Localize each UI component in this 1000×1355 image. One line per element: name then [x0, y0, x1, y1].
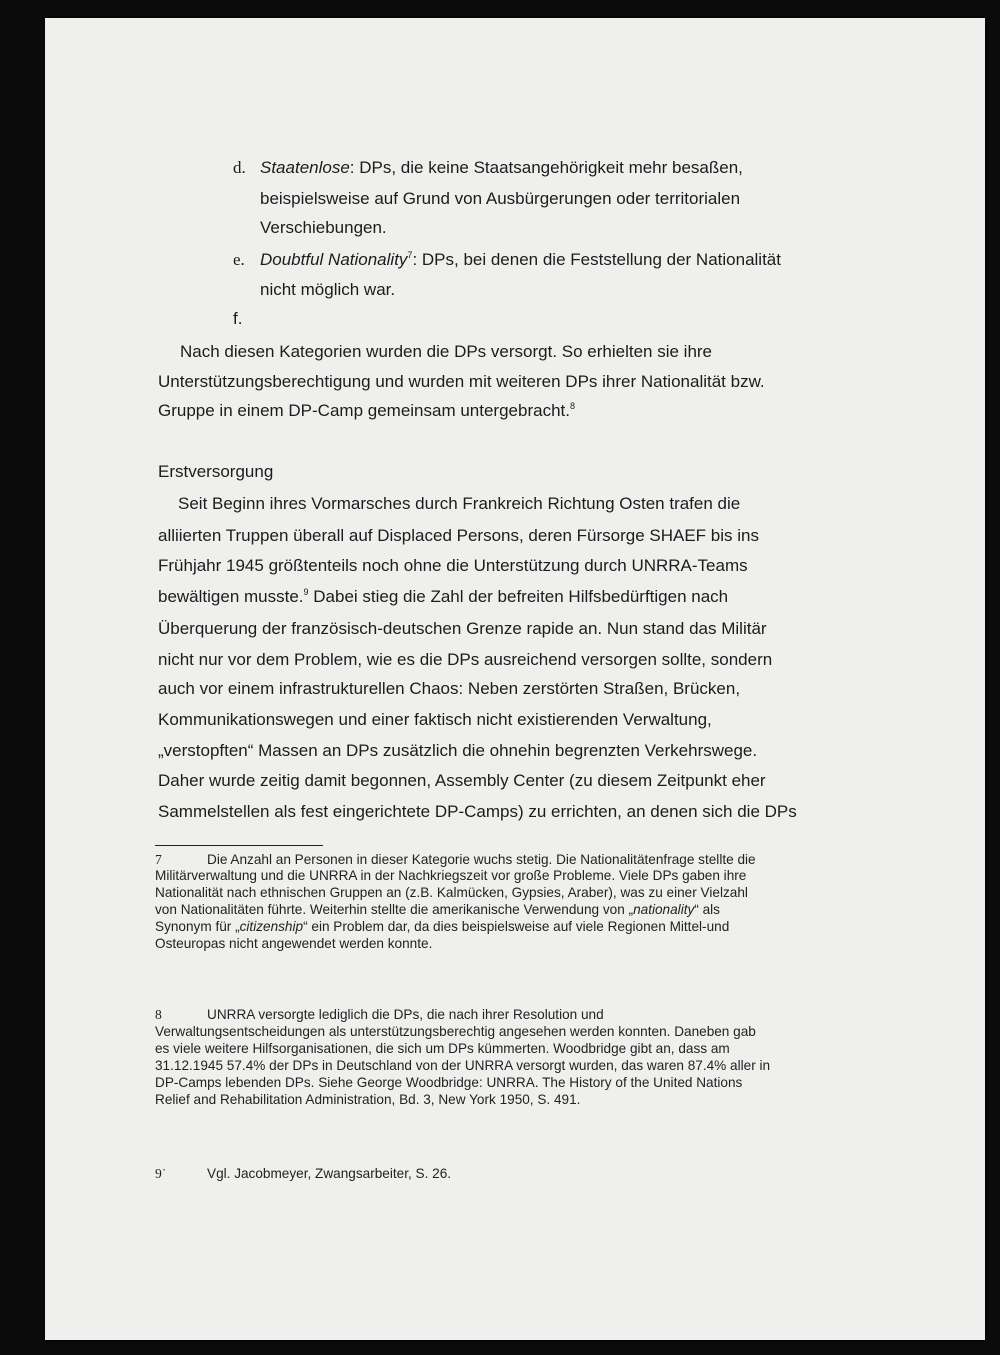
- text: : DPs, die keine Staatsangehörigkeit mehr besaßen,: [349, 158, 743, 177]
- text-line: [158, 679, 740, 699]
- text: Erstversorgung: [158, 462, 274, 481]
- text: Vgl. Jacobmeyer, Zwangsarbeiter, S. 26.: [207, 1166, 452, 1181]
- text: Relief and Rehabilitation Administration, Bd. 3, New York 1950, S. 491.: [155, 1092, 581, 1107]
- footnote-line: [155, 919, 729, 934]
- italic-text: citizenship: [239, 919, 304, 934]
- text: Synonym für „: [155, 919, 240, 934]
- text: Gruppe in einem DP-Camp gemeinsam untergebracht.: [158, 401, 570, 420]
- footnote-line: [155, 868, 746, 883]
- footnote-line: [155, 1024, 756, 1039]
- text: beispielsweise auf Grund von Ausbürgerungen oder territorialen: [260, 189, 741, 208]
- text-line: [158, 619, 767, 639]
- text-line: [158, 771, 766, 791]
- text-line: [158, 556, 748, 576]
- text-line: [158, 587, 728, 607]
- text: nicht nur vor dem Problem, wie es die DPs ausreichend versorgen sollte, sondern: [158, 650, 773, 669]
- italic-text: Doubtful Nationality: [260, 250, 408, 269]
- footnote-ref: 8: [569, 401, 575, 411]
- text-line: [158, 802, 797, 822]
- footnote-number: 8: [155, 1007, 162, 1022]
- text: Frühjahr 1945 größtenteils noch ohne die Unterstützung durch UNRRA-Teams: [158, 556, 748, 575]
- text-line: [158, 741, 757, 761]
- footnote-line: [155, 1041, 730, 1056]
- list-marker: e.: [233, 250, 245, 269]
- text: Daher wurde zeitig damit begonnen, Assembly Center (zu diesem Zeitpunkt eher: [158, 771, 766, 790]
- text-line: [260, 280, 395, 300]
- footnote-line: [207, 852, 756, 867]
- footnote-separator: [155, 845, 323, 846]
- text: nicht möglich war.: [260, 280, 396, 299]
- text-line: [178, 494, 740, 514]
- text-line: [158, 401, 575, 421]
- footnote-line: [155, 902, 720, 917]
- list-marker: d.: [233, 158, 246, 177]
- text: Unterstützungsberechtigung und wurden mit weiteren DPs ihrer Nationalität bzw.: [158, 372, 765, 391]
- footnote-line: [155, 1075, 742, 1090]
- footnote-line: [155, 936, 432, 951]
- text: DP-Camps lebenden DPs. Siehe George Woodbridge: UNRRA. The History of the United Nations: [155, 1075, 743, 1090]
- text-line: [158, 462, 273, 482]
- text: Osteuropas nicht angewendet werden konnte.: [155, 936, 433, 951]
- text: bewältigen musste.: [158, 587, 304, 606]
- footnote-ref: 7: [407, 250, 413, 260]
- text: : DPs, bei denen die Feststellung der Nationalität: [412, 250, 781, 269]
- footnote-number: 7: [155, 852, 162, 867]
- footnote-line: [155, 1058, 770, 1073]
- footnote-line: [207, 1007, 604, 1022]
- text: UNRRA versorgte lediglich die DPs, die nach ihrer Resolution und: [207, 1007, 604, 1022]
- text: Kommunikationswegen und einer faktisch nicht existierenden Verwaltung,: [158, 710, 712, 729]
- text: Nationalität nach ethnischen Gruppen an (z.B. Kalmücken, Gypsies, Araber), was zu einer Vielzahl: [155, 885, 748, 900]
- footnote-line: [155, 1092, 580, 1107]
- text-line: [260, 218, 387, 238]
- text: Die Anzahl an Personen in dieser Kategorie wuchs stetig. Die Nationalitätenfrage stellte die: [207, 852, 756, 867]
- footnote-line: [207, 1166, 451, 1181]
- text-line: [158, 526, 759, 546]
- text-line: [260, 158, 743, 178]
- text: es viele weitere Hilfsorganisationen, die sich um DPs kümmerten. Woodbridge gibt an, dass am: [155, 1041, 730, 1056]
- text-line: [158, 710, 712, 730]
- text: Verschiebungen.: [260, 218, 387, 237]
- text-line: [158, 372, 765, 392]
- text-line: [260, 250, 781, 270]
- text: „verstopften“ Massen an DPs zusätzlich die ohnehin begrenzten Verkehrswege.: [158, 741, 758, 760]
- text: alliierten Truppen überall auf Displaced Persons, deren Fürsorge SHAEF bis ins: [158, 526, 759, 545]
- text: Militärverwaltung und die UNRRA in der Nachkriegszeit vor große Probleme. Viele DPs gaben ihre: [155, 868, 747, 883]
- text-line: [180, 342, 712, 362]
- footnote-ref: 9: [303, 587, 309, 597]
- text: f.: [233, 309, 243, 328]
- text: Seit Beginn ihres Vormarsches durch Frankreich Richtung Osten trafen die: [178, 494, 741, 513]
- text: Überquerung der französisch-deutschen Grenze rapide an. Nun stand das Militär: [158, 619, 767, 638]
- text: “ als: [694, 902, 720, 917]
- italic-text: Staatenlose: [260, 158, 350, 177]
- italic-text: nationality: [633, 902, 695, 917]
- text-line: [158, 650, 772, 670]
- footnote-number: 9˙: [155, 1166, 167, 1181]
- text-line: [260, 189, 740, 209]
- text: 31.12.1945 57.4% der DPs in Deutschland von der UNRRA versorgt wurden, das waren 87.4% aller in: [155, 1058, 771, 1073]
- text: von Nationalitäten führte. Weiterhin stellte die amerikanische Verwendung von „: [155, 902, 634, 917]
- footnote-line: [155, 885, 748, 900]
- text-line: [233, 309, 242, 329]
- text: Nach diesen Kategorien wurden die DPs versorgt. So erhielten sie ihre: [180, 342, 713, 361]
- text: Verwaltungsentscheidungen als unterstützungsberechtig angesehen werden konnten. Daneben gab: [155, 1024, 756, 1039]
- text: “ ein Problem dar, da dies beispielsweise auf viele Regionen Mittel-und: [303, 919, 730, 934]
- text: Sammelstellen als fest eingerichtete DP-Camps) zu errichten, an denen sich die DPs: [158, 802, 797, 821]
- text: auch vor einem infrastrukturellen Chaos: Neben zerstörten Straßen, Brücken,: [158, 679, 741, 698]
- text: Dabei stieg die Zahl der befreiten Hilfsbedürftigen nach: [308, 587, 729, 606]
